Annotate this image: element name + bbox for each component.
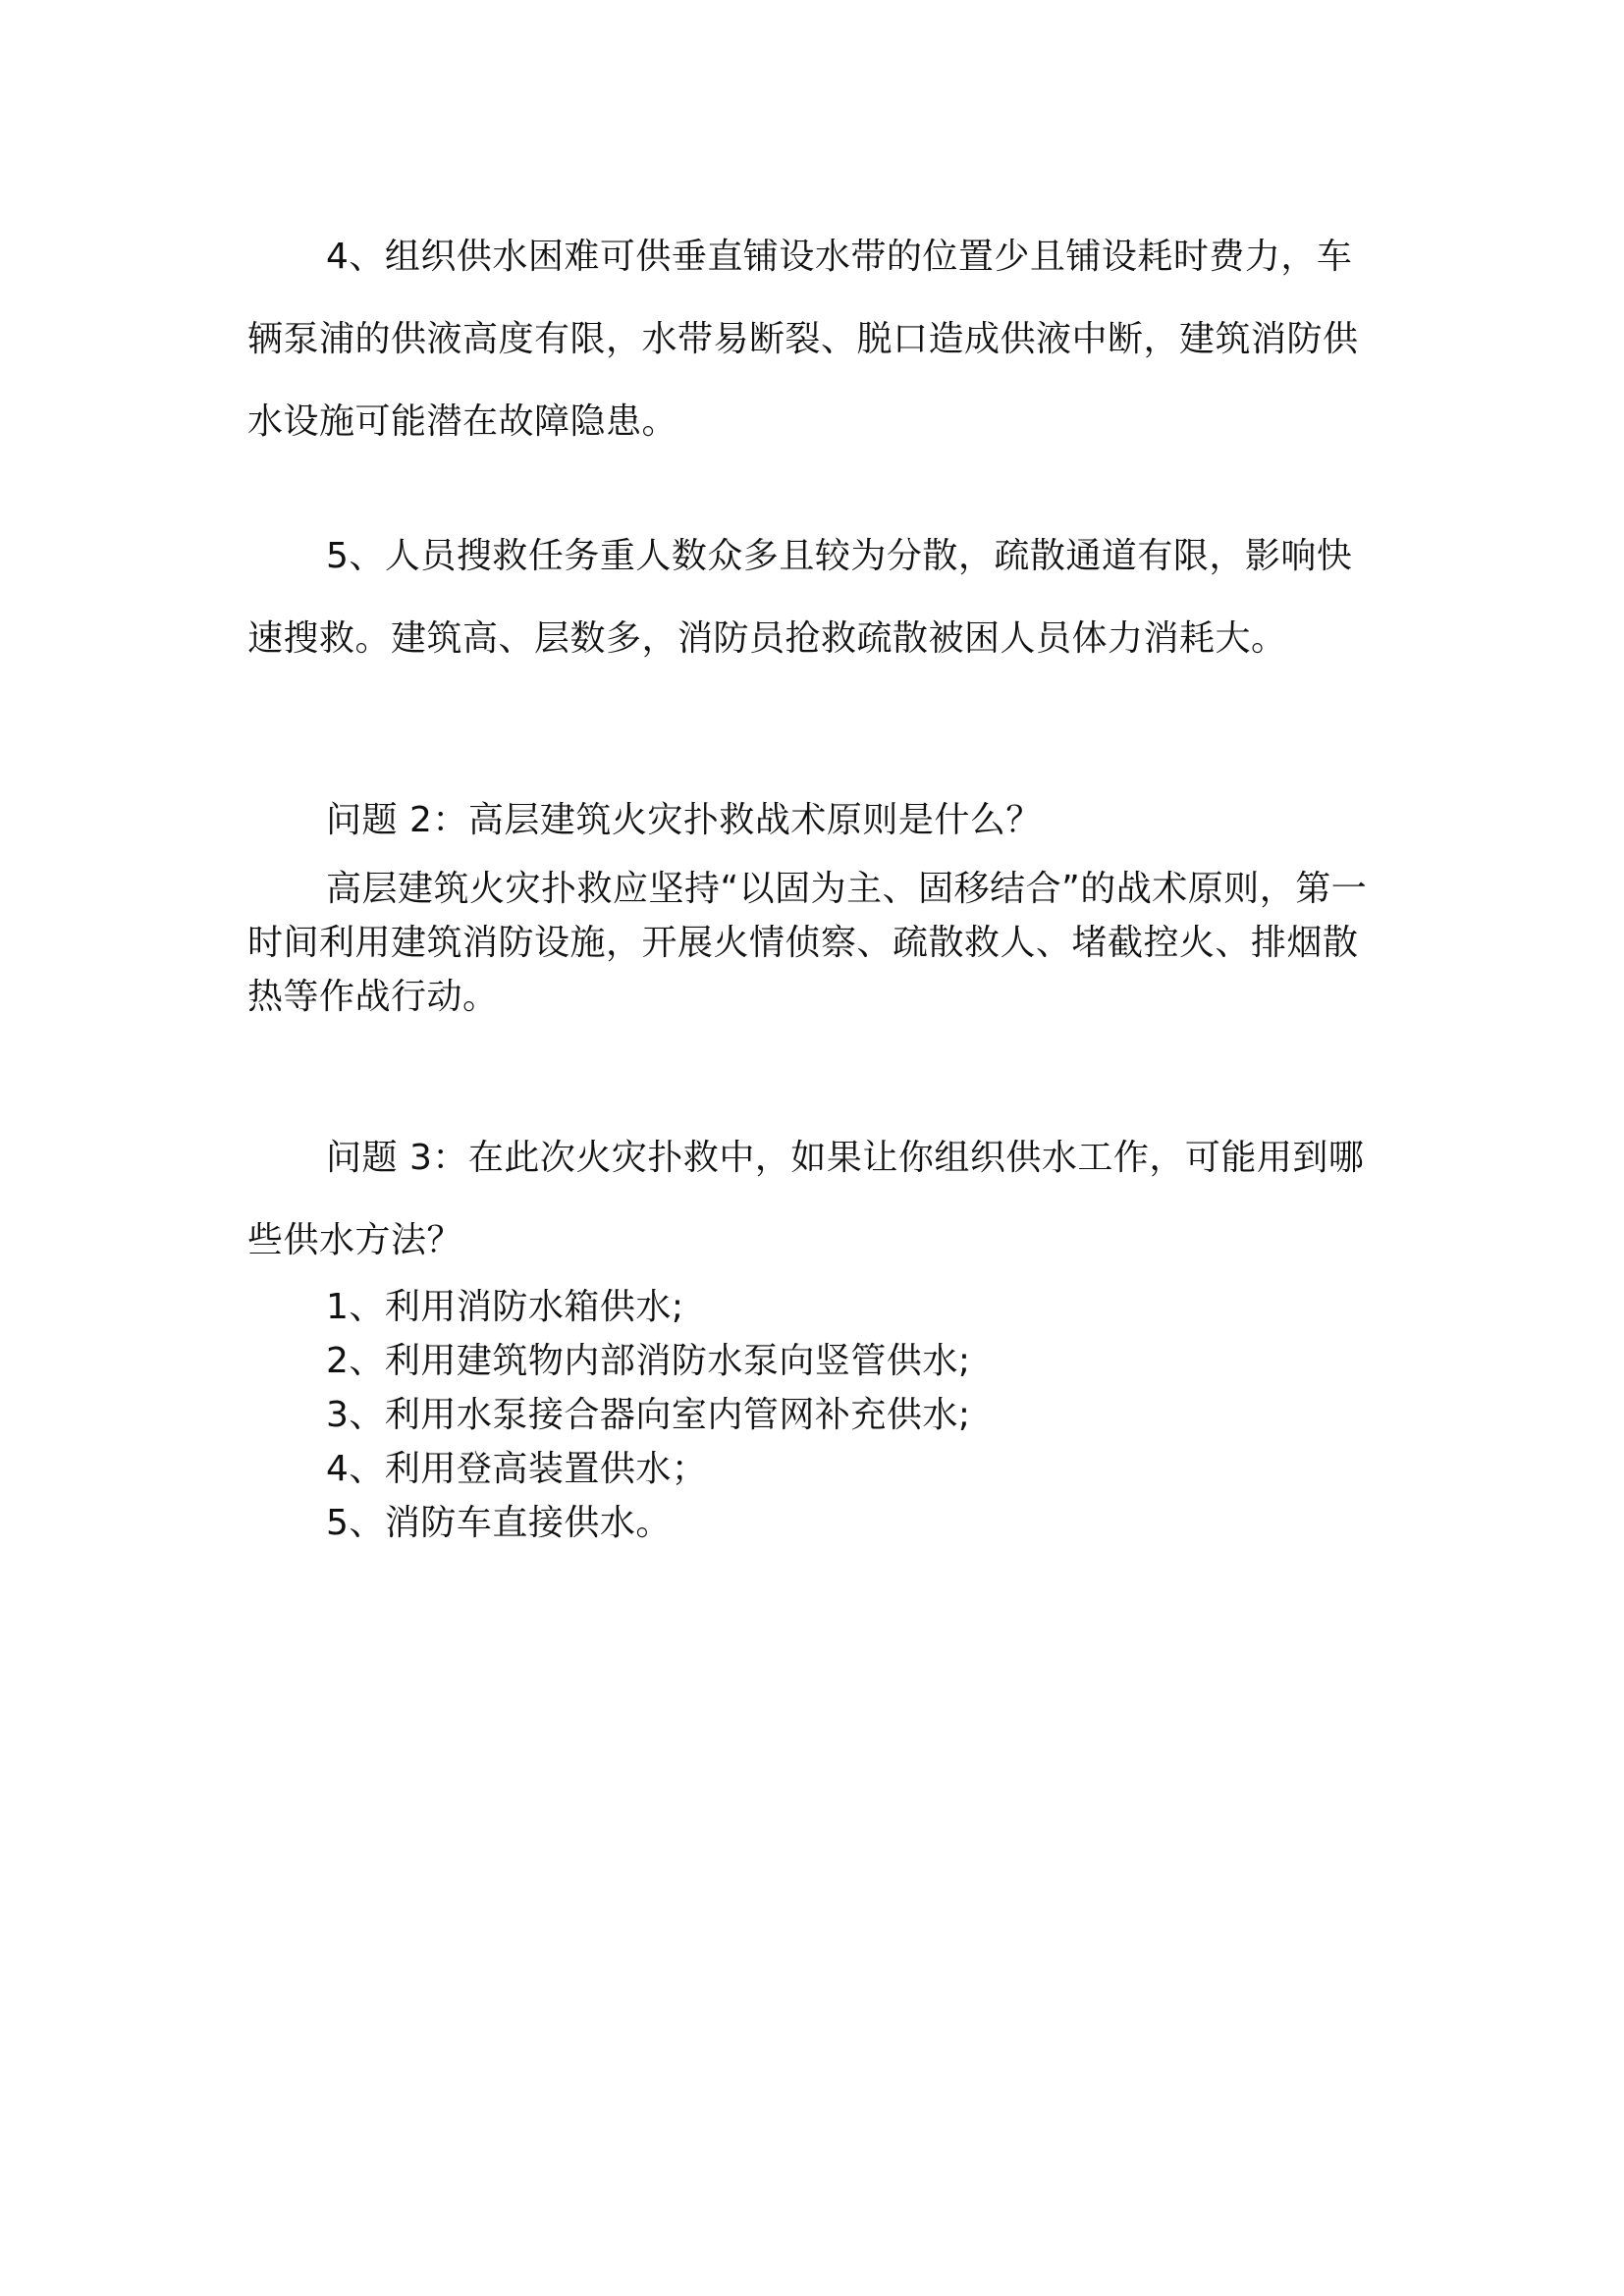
paragraph-item-4-text: 4、组织供水困难可供垂直铺设水带的位置少且铺设耗时费力，车辆泵浦的供液高度有限，水带易断裂、脱口造成供液中断，建筑消防供水设施可能潜在故障隐患。 [247, 237, 1359, 442]
list-item: 4、利用登高装置供水； [326, 1449, 708, 1489]
paragraph-item-4 [247, 216, 1386, 463]
list-item: 2、利用建筑物内部消防水泵向竖管供水; [326, 1341, 971, 1381]
question-3-section [247, 1117, 1386, 1282]
list-item: 3、利用水泵接合器向室内管网补充供水; [326, 1395, 971, 1435]
paragraph-item-5 [247, 515, 1386, 680]
paragraph-item-5-text: 5、人员搜救任务重人数众多且较为分散，疏散通道有限，影响快速搜救。建筑高、层数多，消防员抢救疏散被困人员体力消耗大。 [247, 536, 1353, 659]
question-2-answer: 高层建筑火灾扑救应坚持“以固为主、固移结合”的战术原则，第一时间利用建筑消防设施，开展火情侦察、疏散救人、堵截控火、排烟散热等作战行动。 [247, 869, 1368, 1017]
question-3-title: 问题 3：在此次火灾扑救中，如果让你组织供水工作，可能用到哪些供水方法？ [247, 1138, 1365, 1260]
question-2-section [247, 779, 1386, 1024]
question-3-answer-list [247, 1280, 1386, 1550]
list-item: 5、消防车直接供水。 [326, 1503, 672, 1543]
list-item: 1、利用消防水箱供水; [326, 1287, 684, 1327]
question-2-title: 问题 2：高层建筑火灾扑救战术原则是什么？ [326, 800, 1042, 840]
